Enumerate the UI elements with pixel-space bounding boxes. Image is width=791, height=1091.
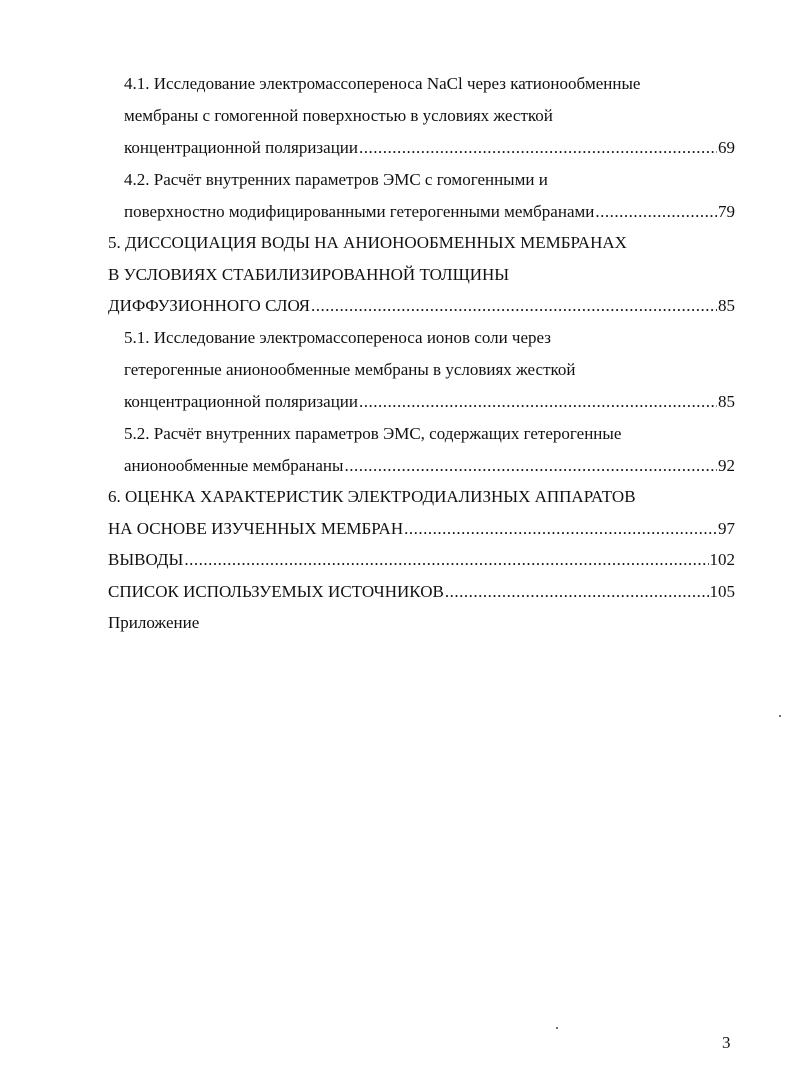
leader-dots (595, 201, 717, 223)
leader-dots (344, 455, 717, 477)
toc-entry-5-2-line-1: 5.2. Расчёт внутренних параметров ЭМС, содержащих гетерогенные (124, 424, 622, 443)
toc-entry-4-2-line-2: поверхностно модифицированными гетерогенными мембранами ..... 79 (124, 201, 735, 223)
toc-page-number: 92 (718, 456, 735, 475)
toc-entry-conclusions: ВЫВОДЫ ..... 102 (108, 549, 735, 571)
toc-entry-4-1-line-3: концентрационной поляризации ..... 69 (124, 137, 735, 159)
toc-page-number: 105 (709, 582, 735, 601)
toc-entry-6-line-2: НА ОСНОВЕ ИЗУЧЕННЫХ МЕМБРАН ..... 97 (108, 518, 735, 540)
toc-entry-5-line-2: В УСЛОВИЯХ СТАБИЛИЗИРОВАННОЙ ТОЛЩИНЫ (108, 265, 510, 284)
toc-entry-5-2-line-2: анионообменные мембрананы ..... 92 (124, 455, 735, 477)
toc-entry-5-line-1: 5. ДИССОЦИАЦИЯ ВОДЫ НА АНИОНООБМЕННЫХ МЕМБРАНАХ (108, 233, 627, 252)
toc-page-number: 85 (718, 392, 735, 411)
toc-entry-5-1-line-2: гетерогенные анионообменные мембраны в условиях жесткой (124, 360, 576, 379)
toc-entry-appendix: Приложение (108, 613, 200, 632)
toc-entry-references: СПИСОК ИСПОЛЬЗУЕМЫХ ИСТОЧНИКОВ ..... 105 (108, 581, 735, 603)
toc-entry-6-line-1: 6. ОЦЕНКА ХАРАКТЕРИСТИК ЭЛЕКТРОДИАЛИЗНЫХ АППАРАТОВ (108, 487, 636, 506)
toc-page-number: 79 (718, 202, 735, 221)
toc-entry-5-1-line-1: 5.1. Исследование электромассопереноса ионов соли через (124, 328, 552, 347)
leader-dots (359, 137, 717, 159)
scan-speck (556, 1027, 558, 1029)
toc-entry-4-1-line-1: 4.1. Исследование электромассопереноса NaCl через катионообменные (124, 74, 641, 93)
toc-entry-5-line-3: ДИФФУЗИОННОГО СЛОЯ ..... 85 (108, 295, 735, 317)
leader-dots (404, 518, 717, 540)
toc-page-number: 97 (718, 519, 735, 538)
toc-page-number: 69 (718, 138, 735, 157)
leader-dots (311, 295, 717, 317)
leader-dots (359, 391, 717, 413)
toc-entry-4-2-line-1: 4.2. Расчёт внутренних параметров ЭМС с гомогенными и (124, 170, 548, 189)
toc-page-number: 85 (718, 296, 735, 315)
toc-entry-4-1-line-2: мембраны с гомогенной поверхностью в условиях жесткой (124, 106, 553, 125)
page-number: 3 (722, 1033, 731, 1052)
leader-dots (184, 549, 708, 571)
toc-entry-5-1-line-3: концентрационной поляризации ..... 85 (124, 391, 735, 413)
toc-page-number: 102 (709, 550, 735, 569)
scan-speck (779, 715, 781, 717)
leader-dots (445, 581, 709, 603)
